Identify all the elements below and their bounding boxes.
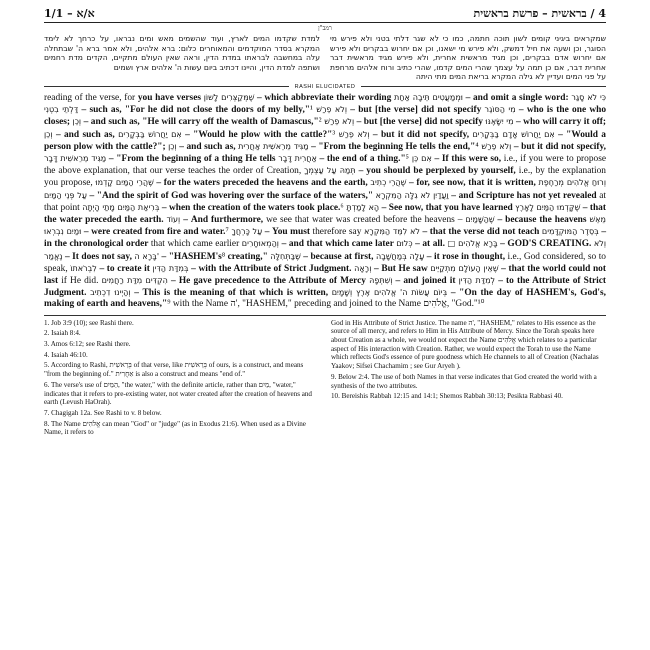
text-segment: – If this were so, [431,153,504,164]
text-segment: therefore say [312,227,364,238]
text-segment: – and joined it [392,276,459,287]
text-segment: – when the creation of the waters took place. [159,202,341,213]
text-segment: i.e., if you were to propose the above explanation, that our verse teaches the order of Creation, [44,153,607,177]
hebrew-phrase: בָּרָא ה' [134,251,160,261]
hebrew-phrase: וְלֹא פֵרַשׁ [335,129,370,139]
footnotes-right-column [331,319,606,439]
hebrew-phrase: וְהַיְינוּ דִכְתִיב [90,288,131,298]
rashi-elucidated-label: RASHI ELUCIDATED [294,83,356,90]
hebrew-phrase: מַגִּיד מֵרֵאשִׁית דָּבָר [44,153,107,163]
text-segment: – "From the beginning of a thing He tells [106,153,279,164]
text-segment: – But He saw [371,263,431,274]
hebrew-phrase: וְרָאָה [354,263,372,273]
hebrew-phrase: שֶׁאֵין הָעוֹלָם מִתְקַיֵּים [430,263,499,273]
hebrew-phrase: הָא לָמַדְתָּ [343,202,380,212]
hebrew-phrase: עַל כָּרְחֲךָ [228,227,263,237]
text-segment: – "Would he plow with the cattle?" [181,129,333,140]
hebrew-phrase: בְּרִיאַת הַמַּיִם מָתַי הָיְתָה [82,202,160,212]
text-segment: ⁸ [221,251,226,262]
text-segment: – and that which came later [279,239,397,250]
hebrew-phrase: וְכֵן [44,129,53,139]
text-segment: – GOD'S CREATING. [497,239,594,250]
commentary-block [44,34,606,82]
text-segment: you have verses [137,92,204,103]
text-segment: – who is the one who closes; [44,105,607,128]
text-segment: ³ [332,129,336,140]
hebrew-phrase: וְהַמְאוּחָרִים [241,239,279,249]
header-rule [44,22,606,23]
text-segment: – "From the beginning He tells the end," [308,141,476,152]
text-segment: – because the heavens [494,215,590,225]
hebrew-phrase: כְּלוּם [396,239,413,249]
header-left-label: 4 / בראשית – פרשת בראשית [473,6,606,20]
hebrew-phrase: וְכֵן [72,117,82,127]
text-segment: i.e., God considered, so to speak, [44,251,606,274]
text-segment: we see that water was created before the heavens – [266,215,466,225]
hebrew-phrase: שֶׁקָּדְמוּ הַמַּיִם לָאָרֶץ [515,202,581,212]
hebrew-phrase: וְכֵן [168,141,177,151]
text-segment: ¹ [310,105,313,116]
hebrew-phrase: שֶׁהֲרֵי כְתִיב [370,178,407,188]
text-segment: – in the chronological order [44,227,607,250]
text-segment: – you should be perplexed by yourself, [355,166,519,177]
text-segment: – "On the day of HASHEM's, God's, making of earth and heavens," [44,288,607,310]
text-segment: – who will carry it off; [513,117,607,128]
page-header [44,4,606,22]
commentary-right-column: שמקראים ביגיני קומים לשון תוכה חתמה, כמו כי לא שגר דלתי בטני ולא פירש מי הסוגר, וכן ושעה את חיל דמשק, ולא פירש מי ישאנו, וכן אם יחרוש בבקרים ולא פירש אם יחרוש אדם בבקרים, וכן מגיד מראשית אחרית, ולא פירש מגיד מראשית דבר אחרית דבר, אם כן תמה על עצמך שהרי המים קדמו, שהרי כתיב ורוח אלהים מרחפת על פני המים ועדיין לא גילה המקרא בריאת המים מתי היתה [330,34,606,82]
text-segment: ⁹ [167,299,171,310]
footnote: 6. The verse's use of הַמַּיִם, "the water," with the definite article, rather than מַיִם, "water," indicates that it refers to pre-existing water, not water created after the creation of heavens and earth (Levush HaOrah). [44,380,312,407]
hebrew-phrase: וְלֹא פֵרַשׁ [321,117,355,127]
text-segment: – and such as, "He will carry off the wealth of Damascus," [81,117,319,128]
text-segment: ⁶ [340,202,344,213]
text-segment: – You must [262,227,313,238]
text-segment: – "HASHEM's [159,251,222,262]
hebrew-phrase: הִקְדִּים מִדַּת רַחֲמִים [101,276,168,286]
text-segment: if He did. [61,276,102,287]
text-segment: – It does not say, [62,251,135,262]
text-segment: ¹⁰ [477,299,485,310]
hebrew-phrase: אִם יַחֲרוֹשׁ בַּבְּקָרִים [118,129,182,139]
footnote: 7. Chagigah 12a. See Rashi to v. 8 below. [44,408,162,417]
text-segment: with the Name ה', "HASHEM," preceding and joined to the Name אֱלֹהִים, "God." [170,299,478,310]
text-segment: – but it did not specify, [511,141,607,152]
footnote: 3. Amos 6:12; see Rashi there. [44,340,131,349]
divider-line [44,86,289,87]
hebrew-phrase: לֹא לִמֵּד הַמִּקְרָא [363,227,420,237]
text-segment: – were created from fire and water. [81,227,226,238]
footnote: 4. Isaiah 46:10. [44,350,88,359]
hebrew-phrase: וְרוּחַ אֱלֹהִים מְרַחֶפֶת עַל פְּנֵי הַמַּיִם [44,178,606,200]
text-segment: ² [318,117,322,128]
hebrew-phrase: תְּמַהּ עַל עַצְמְךָ [304,166,356,176]
footnote: 5. According to Rashi, בְּרֵאשִׁית of that verse, like בְּרֵאשִׁית of ours, is a construct, and means "from the beginning of." אַחֲרִית is also a construct and means "end of." [44,361,304,379]
footnote: 8. The Name אֱלֹהִים can mean "God" or "judge" (as in Exodus 21:6). When used as a Divine Name, it refers to [44,419,306,437]
footnotes-left-column [44,319,319,439]
text-segment: – "And the spirit of God was hovering over the surface of the waters," [86,190,376,201]
text-segment: creating," [225,251,271,262]
text-segment: – and Scripture has not yet revealed [448,190,600,201]
text-segment: – which abbreviate their wording [254,92,395,103]
text-segment: – such as, "For he did not close the doors of my belly," [78,105,311,116]
text-segment: – This is the meaning of that which is written, [130,288,332,299]
text-segment: – and omit a single word: [462,92,572,103]
text-segment: ⁵ [405,153,409,164]
text-segment: – See now, that you have learned [379,202,516,213]
commentary-left-column: למדת שקדמו המים לארץ, ועוד שהשמים מאש ומים נבראו, על כרחך לא לימד המקרא בסדר המוקדמים והמאוחרים כלום: ברא אלהים, ולא אמר ברא ה' שבתחלה עלה במחשבה לבראתו במדת הדין, וראה שאין העולם מתקיים, הקדים מדת רחמים ושתפה למדת הדין, והיינו דכתיב ביום עשות ה' אלהים ארץ ושמים [44,34,320,72]
text-segment: – He gave precedence to the Attribute of Mercy [167,276,370,287]
hebrew-phrase: לִבְרֹאתוֹ [70,263,97,273]
footnote-separator [44,315,606,316]
hebrew-phrase: לְמִדַּת הַדִּין [458,276,496,286]
hebrew-phrase: מַגִּיד מֵרֵאשִׁית אַחֲרִית [238,141,309,151]
text-segment: – it rose in thought, [424,251,508,262]
hebrew-phrase: אַחֲרִית דָּבָר [278,153,317,163]
hebrew-phrase: שֶׁבַּתְּחִלָּה [270,251,301,261]
text-segment: – to create it [96,263,153,274]
text-segment: – that the water preceded the earth. [44,202,606,225]
text-segment: – And furthermore, [180,215,267,225]
hebrew-phrase: וַעֲדַיִן לֹא גִלָּה הַמִּקְרָא [375,190,449,200]
hebrew-phrase: מֵאֵשׁ וּמַיִם נִבְרְאוּ [44,215,606,237]
hebrew-phrase: □ בָּרָא אֱלֹהִים [447,239,498,249]
hebrew-phrase: וְעוֹד [166,215,181,224]
text-segment: – that the world could not last [44,263,606,287]
hebrew-phrase: וְלֹא פֵרַשׁ [478,141,512,151]
hebrew-phrase: אִם כֵּן [408,153,432,163]
hebrew-phrase: וְשִׁתְּפָהּ [369,276,393,286]
hebrew-phrase: בְּסֵדֶר הַמּוּקְדָּמִים [541,227,599,237]
hebrew-phrase: אִם יַחֲרוֹשׁ אָדָם בַּבְּקָרִים [472,129,555,139]
text-segment: – that the verse did not teach [419,227,542,238]
hebrew-phrase: שֶׁהֲרֵי הַמַּיִם קָדְמוּ [95,178,154,188]
footnote: God in His Attribute of Strict Justice. The name ה', "HASHEM," relates to His essence as the source of all mercy, and refers to Him in His Attribute of Mercy. Since the Torah speaks here about Creation as a whole, we would not expect the Name אֱלֹהִים which relates to a particular aspect of His interaction with Creation. Rather, we would expect the Torah to use the Name which reflects God's essence of pure goodness which He channels to all of Creation (Nachalas Yaakov; Sifsei Chachamim ; see Gur Aryeh ). [331,318,599,371]
rashi-divider [44,84,606,90]
hebrew-phrase: וְלֹא נֶאֱמַר [44,239,606,261]
text-segment: – but [the verse] did not specify [347,105,485,116]
text-segment: – and such as, [52,129,119,140]
footnotes [44,319,606,439]
footnote: 1. Job 3:9 (10); see Rashi there. [44,318,134,327]
hebrew-phrase: כִּי לֹא סָגַר דַּלְתֵי בִטְנִי [44,92,606,115]
text-segment: i.e., by the explanation you propose, [44,166,606,189]
hebrew-phrase: שֶׁהַשָּׁמַיִם [465,215,495,224]
hebrew-phrase: מִי יִשָּׂאֶנּוּ [485,117,514,127]
hebrew-phrase: וּמְמַעֲטִים תֵּיבָה אַחַת [394,92,463,102]
hebrew-phrase: שֶׁמְּקַצְּרִים לָשׁוֹן [203,92,255,102]
text-segment: – because at first, [300,251,376,262]
text-segment: ⁷ [225,227,229,238]
hebrew-phrase: בְּיוֹם עֲשׂוֹת ה' אֱלֹהִים אֶרֶץ וְשָׁמָיִם [331,288,448,298]
divider-line [361,86,606,87]
text-segment: – for the waters preceded the heavens and the earth, [153,178,371,189]
text-segment: – with the Attribute of Strict Judgment. [188,263,355,274]
text-segment: – for, see now, that it is written, [406,178,539,189]
main-text [44,92,606,311]
footnote: 2. Isaiah 8:4. [44,329,81,338]
text-segment: at that point [44,190,606,213]
commentary-label: רמב"ן [318,25,332,32]
text-segment: – but it did not specify, [369,129,473,140]
text-segment: – the end of a thing." [316,153,406,164]
header-right-label: א/א – 1/1 [44,6,95,20]
text-segment: – "Would a person plow with the cattle?"; [44,129,606,152]
text-segment: – at all. [412,239,448,250]
hebrew-phrase: עָלָה בְּמַחֲשָׁבָה [375,251,425,261]
footnote: 9. Below 2:4. The use of both Names in that verse indicates that God created the world with a synthesis of the two attributes. [331,372,597,390]
footnote: 10. Bereishis Rabbah 12:15 and 14:1; Shemos Rabbah 30:13; Pesikta Rabbasi 40. [331,392,563,401]
hebrew-phrase: מִי הַסּוֹגֵר [484,105,516,115]
page [44,4,606,644]
text-segment: – to the Attribute of Strict Judgment. [44,276,607,299]
text-segment: – but [the verse] did not specify [354,117,486,128]
text-segment: that which came earlier [150,239,242,250]
text-segment: – and such as, [176,141,239,152]
hebrew-phrase: וְלֹא פֵרַשׁ [312,105,348,115]
hebrew-phrase: בְּמִדַּת הַדִּין [152,263,189,273]
text-segment: reading of the verse, for [44,92,138,103]
text-segment: ⁴ [475,141,479,152]
